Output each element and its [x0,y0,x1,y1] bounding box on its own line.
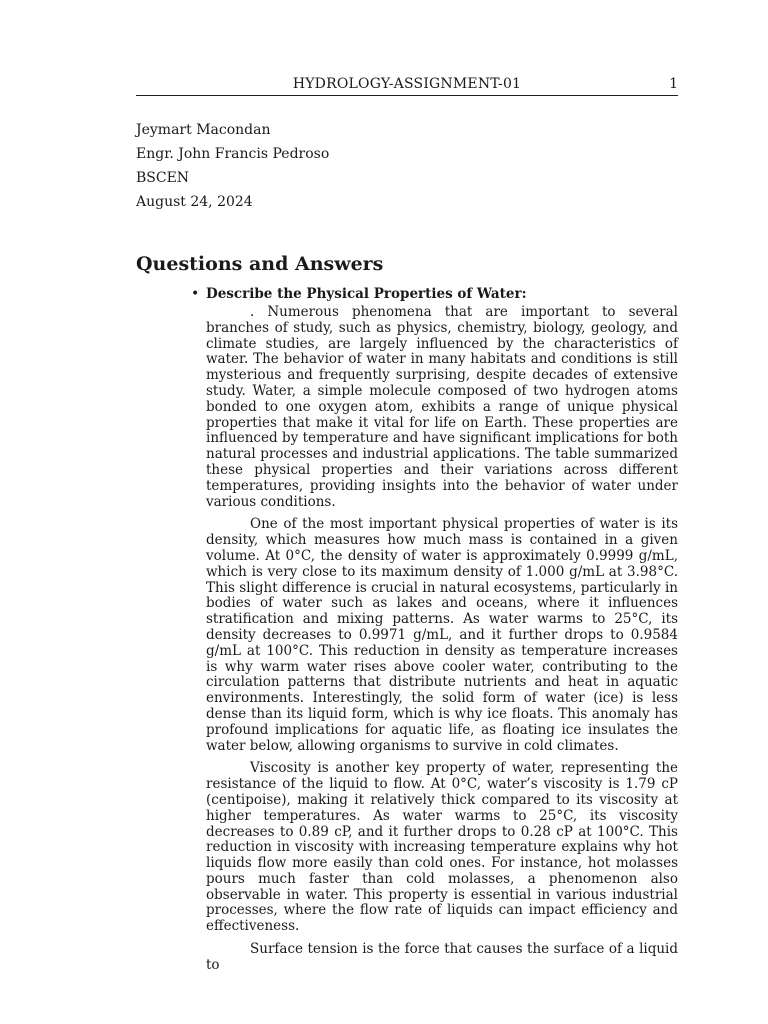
document-date: August 24, 2024 [136,194,253,210]
bullet-icon: • [191,286,200,302]
paragraph-density: One of the most important physical properties of water is its density, which measures how much mass is contained in a given volume. At 0°C, the density of water is approximately 0.9999 g/mL, which is very close to its maximum density of 1.000 g/mL at 3.98°C. This slight difference is crucial in natural ecosystems, particularly in bodies of water such as lakes and oceans, where it influences stratification and mixing patterns. As water warms to 25°C, its density decreases to 0.9971 g/mL, and it further drops to 0.9584 g/mL at 100°C. This reduction in density as temperature increases is why warm water rises above cooler water, contributing to the circulation patterns that distribute nutrients and heat in aquatic environments. Interestingly, the solid form of water (ice) is less dense than its liquid form, which is why ice floats. This anomaly has profound implications for aquatic life, as floating ice insulates the water below, allowing organisms to survive in cold climates. [206,516,678,754]
document-meta [136,118,329,214]
instructor-name: Engr. John Francis Pedroso [136,146,330,162]
section-heading: Questions and Answers [136,253,384,275]
page-number: 1 [669,76,678,92]
running-header [136,75,678,96]
item-title: Describe the Physical Properties of Water: [206,286,527,302]
paragraph-intro: . Numerous phenomena that are important to several branches of study, such as physics, chemistry, biology, geology, and climate studies, are largely influenced by the characteristics of water. The behavior of water in many habitats and conditions is still mysterious and frequently surprising, despite decades of extensive study. Water, a simple molecule composed of two hydrogen atoms bonded to one oxygen atom, exhibits a range of unique physical properties that make it vital for life on Earth. These properties are influenced by temperature and have significant implications for both natural processes and industrial applications. The table summarized these physical properties and their variations across different temperatures, providing insights into the behavior of water under various conditions. [206,304,678,510]
item-body [206,305,678,981]
header-title: HYDROLOGY-ASSIGNMENT-01 [292,76,522,92]
paragraph-surface-tension: Surface tension is the force that causes the surface of a liquid to [206,941,678,973]
author-name: Jeymart Macondan [136,122,271,138]
course-name: BSCEN [136,170,190,186]
paragraph-viscosity: Viscosity is another key property of water, representing the resistance of the liquid to flow. At 0°C, water’s viscosity is 1.79 cP (centipoise), making it relatively thick compared to its viscosity at higher temperatures. As water warms to 25°C, its viscosity decreases to 0.89 cP, and it further drops to 0.28 cP at 100°C. This reduction in viscosity with increasing temperature explains why hot liquids flow more easily than cold ones. For instance, hot molasses pours much faster than cold molasses, a phenomenon also observable in water. This property is essential in various industrial processes, where the flow rate of liquids can impact efficiency and effectiveness. [206,760,678,935]
